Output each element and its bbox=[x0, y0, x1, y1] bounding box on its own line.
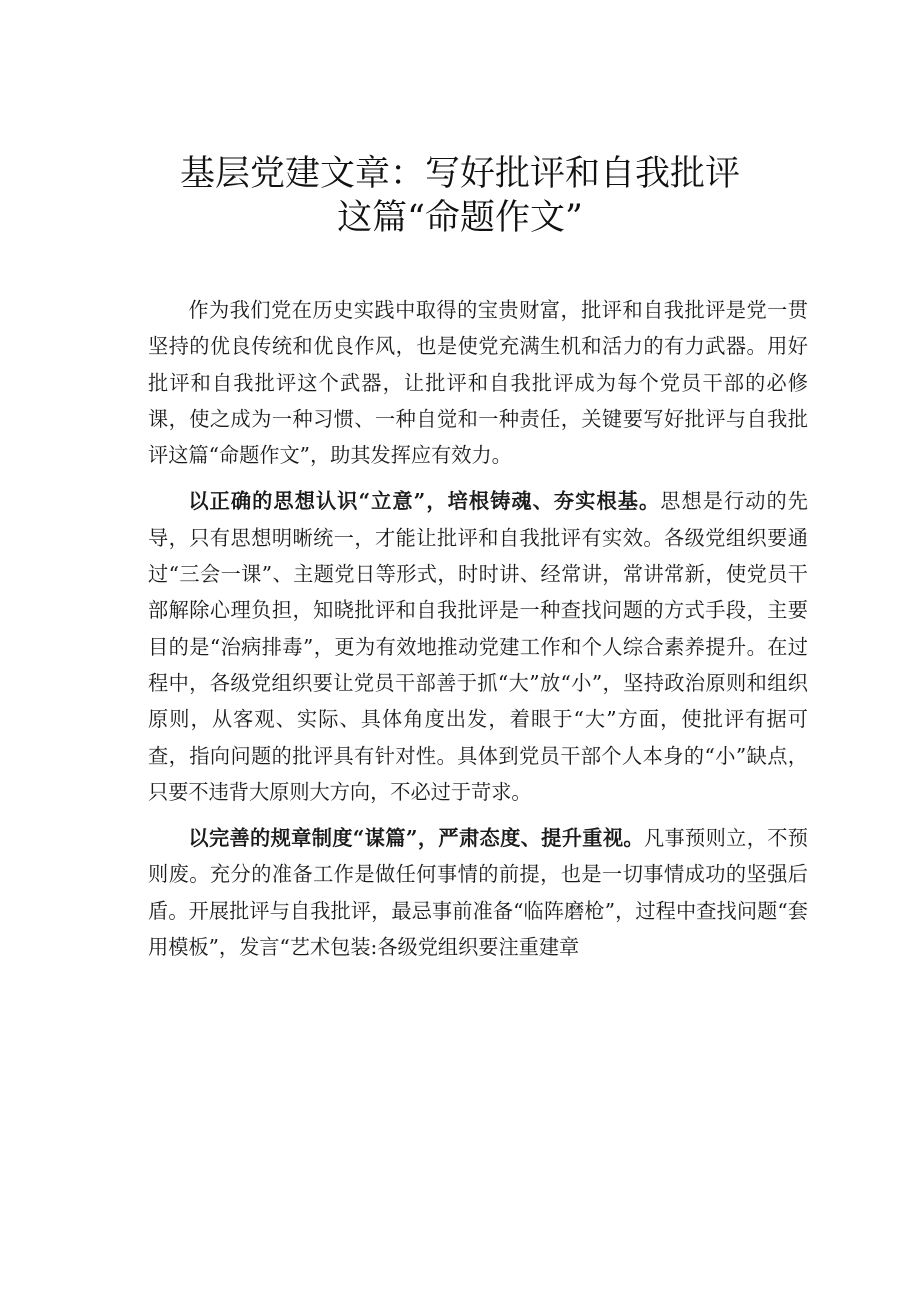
paragraph-text: 思想是行动的先导，只有思想明晰统一，才能让批评和自我批评有实效。各级党组织要通过“三会一课”、主题党日等形式，时时讲、经常讲，常讲常新，使党员干部解除心理负担，知晓批评和自我批评是一种查找问题的方式手段，主要目的是“治病排毒”，更为有效地推动党建工作和个人综合素养提升。在过程中，各级党组织要让党员干部善于抓“大”放“小”，坚持政治原则和组织原则，从客观、实际、具体角度出发，着眼于“大”方面，使批评有据可查，指向问题的批评具有针对性。具体到党员干部个人本身的“小”缺点，只要不违背大原则大方向，不必过于苛求。 bbox=[148, 489, 808, 804]
paragraph-text: 凡事预则立，不预则废。充分的准备工作是做任何事情的前提，也是一切事情成功的坚强后盾。开展批评与自我批评，最忌事前准备“临阵磨枪”，过程中查找问题“套用模板”，发言“艺术包装:各级党组织要注重建章 bbox=[148, 826, 808, 960]
document-body bbox=[148, 292, 808, 975]
paragraph-lead: 以正确的思想认识“立意”，培根铸魂、夯实根基。 bbox=[188, 489, 661, 514]
title-line-2: 这篇“命题作文” bbox=[337, 198, 583, 238]
paragraph-intro bbox=[148, 292, 808, 473]
paragraph-lead: 以完善的规章制度“谋篇”，严肃态度、提升重视。 bbox=[188, 826, 644, 851]
paragraph-regulations bbox=[148, 820, 808, 965]
paragraph-text: 作为我们党在历史实践中取得的宝贵财富，批评和自我批评是党一贯坚持的优良传统和优良作风，也是使党充满生机和活力的有力武器。用好批评和自我批评这个武器，让批评和自我批评成为每个党员干部的必修课，使之成为一种习惯、一种自觉和一种责任，关键要写好批评与自我批评这篇“命题作文”，助其发挥应有效力。 bbox=[148, 298, 808, 468]
title-line-1: 基层党建文章：写好批评和自我批评 bbox=[179, 154, 740, 194]
paragraph-ideology bbox=[148, 483, 808, 810]
document-title bbox=[120, 152, 800, 240]
